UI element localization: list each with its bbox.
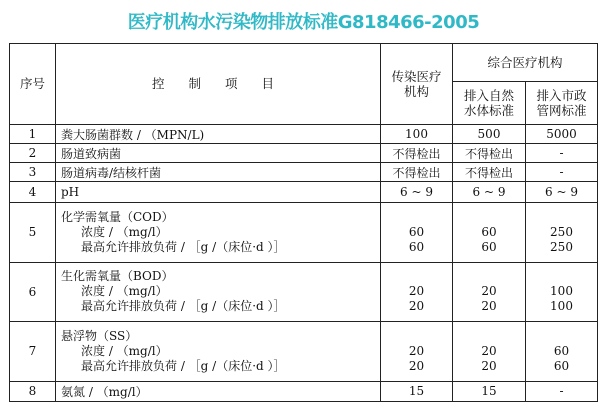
row-item: 肠道致病菌 [56,144,381,163]
row-natural: 500 [453,125,526,144]
table-row [10,381,598,401]
row-sub-value: 60 [481,224,497,239]
table-row [10,262,598,321]
table-row [10,321,598,381]
table-row [10,125,598,144]
table-row [10,144,598,163]
row-natural [453,321,526,381]
row-sub-value: 60 [481,239,497,254]
row-seq: 3 [10,163,56,182]
row-sub-value: 250 [550,239,573,254]
row-sub-value: 60 [408,224,425,239]
header-natural-line1: 排入自然 [463,88,514,104]
row-sub-value: 250 [550,224,573,239]
row-item: 肠道病毒/结核杆菌 [56,163,381,182]
row-natural [453,203,526,262]
row-natural: 不得检出 [453,163,526,182]
row-item-title: 生化需氧量（BOD） [61,269,174,284]
row-municipal: - [526,163,598,182]
table-row [10,163,598,182]
row-seq: 2 [10,144,56,163]
row-item-title: 化学需氧量（COD） [61,209,174,224]
row-infectious: 不得检出 [381,163,453,182]
row-municipal: 6 ~ 9 [526,182,598,203]
header-municipal-line1: 排入市政 [536,88,587,104]
header-item [56,44,381,125]
header-municipal [526,82,598,125]
row-natural: 不得检出 [453,144,526,163]
row-sub-value: 20 [481,284,497,299]
row-sub-label: 浓度 / （mg/l） [81,343,168,358]
row-municipal [526,203,598,262]
standards-table [9,43,598,402]
page-title: 医疗机构水污染物排放标准G818466-2005 [127,12,480,33]
row-sub-value: 60 [408,239,425,254]
row-sub-value: 20 [481,358,497,373]
row-sub-label: 最高允许排放负荷 / ［g /（床位·d ）］ [81,358,286,373]
row-municipal [526,321,598,381]
row-sub-value: 20 [408,358,425,373]
row-municipal: - [526,144,598,163]
row-seq: 6 [10,262,56,321]
row-infectious [381,262,453,321]
row-municipal: 5000 [526,125,598,144]
row-infectious: 6 ~ 9 [381,182,453,203]
row-item: 氨氮 / （mg/l） [56,381,381,401]
row-sub-label: 最高允许排放负荷 / ［g /（床位·d ）］ [81,239,286,254]
row-item-title: 悬浮物（SS） [61,328,138,343]
row-infectious: 不得检出 [381,144,453,163]
header-infectious [381,44,453,125]
row-item: pH [56,182,381,203]
row-natural: 15 [453,381,526,401]
row-infectious: 100 [381,125,453,144]
row-infectious: 15 [381,381,453,401]
table-row [10,182,598,203]
row-municipal [526,262,598,321]
row-seq: 8 [10,381,56,401]
row-sub-value: 100 [550,284,573,299]
header-infectious-line2: 机构 [403,84,429,100]
row-infectious [381,321,453,381]
header-municipal-line2: 管网标准 [536,103,587,119]
row-sub-value: 60 [553,358,570,373]
table-row [10,203,598,262]
header-infectious-line1: 传染医疗 [391,69,442,85]
row-item: 粪大肠菌群数 / （MPN/L) [56,125,381,144]
row-sub-value: 60 [553,343,570,358]
row-item [56,262,381,321]
row-sub-value: 20 [481,299,497,314]
row-municipal: - [526,381,598,401]
row-sub-value: 20 [408,299,425,314]
header-natural-line2: 水体标准 [463,103,514,119]
header-row-top [10,44,598,82]
header-comprehensive: 综合医疗机构 [453,44,598,82]
row-sub-value: 20 [408,343,425,358]
row-sub-label: 最高允许排放负荷 / ［g /（床位·d ）］ [81,299,286,314]
row-item [56,203,381,262]
row-seq: 5 [10,203,56,262]
row-natural [453,262,526,321]
row-seq: 1 [10,125,56,144]
row-natural: 6 ~ 9 [453,182,526,203]
row-item [56,321,381,381]
row-sub-value: 20 [408,284,425,299]
row-sub-label: 浓度 / （mg/l） [81,284,168,299]
header-item-label: 控 制 项 目 [152,76,284,92]
row-sub-label: 浓度 / （mg/l） [81,224,168,239]
row-seq: 4 [10,182,56,203]
row-seq: 7 [10,321,56,381]
row-sub-value: 100 [550,299,573,314]
header-seq: 序号 [10,44,56,125]
row-sub-value: 20 [481,343,497,358]
row-infectious [381,203,453,262]
header-natural [453,82,526,125]
